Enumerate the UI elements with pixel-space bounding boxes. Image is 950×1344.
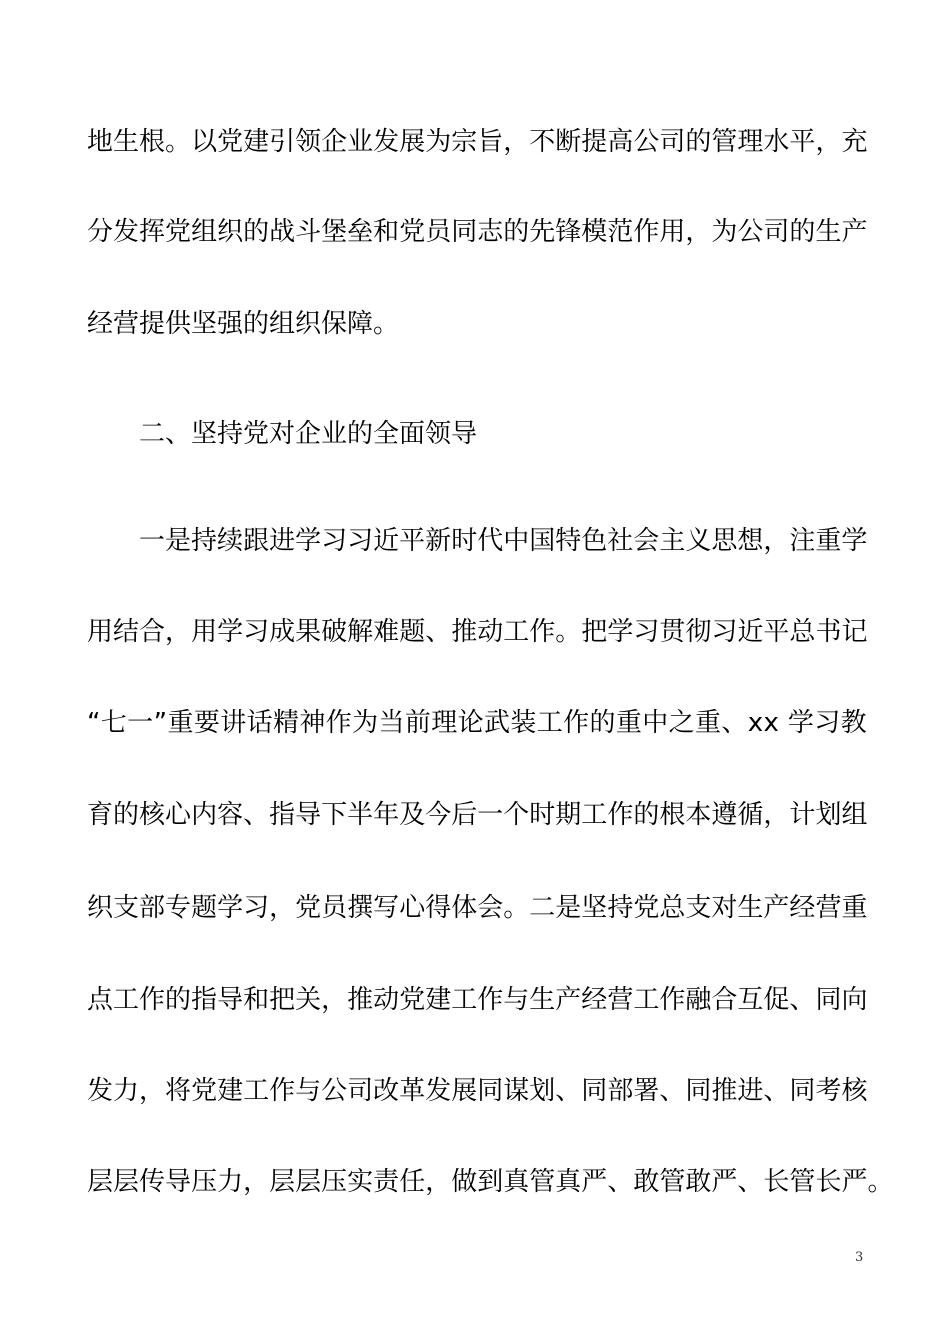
text-line: 织 支 部 专 题 学 习 ， 党 员 撰 写 心 得 体 会 。 二 是 坚 持 党 总 支 对 生 产 经 营 重 [87, 893, 868, 923]
text-line: 用 结 合 ， 用 学 习 成 果 破 解 难 题 、 推 动 工 作 。 把 学 习 贯 彻 习 近 平 总 书 记 [87, 617, 868, 647]
text-line: 经营提供坚强的组织保障。 [87, 309, 400, 339]
text-line: 分 发 挥 党 组 织 的 战 斗 堡 垒 和 党 员 同 志 的 先 锋 模 范 作 用 ， 为 公 司 的 生 产 [87, 217, 868, 247]
page-number: 3 [855, 1250, 864, 1265]
text-line: 育 的 核 心 内 容 、 指 导 下 半 年 及 今 后 一 个 时 期 工 作 的 根 本 遵 循 ， 计 划 组 [87, 800, 868, 830]
text-line: 地 生 根 。 以 党 建 引 领 企 业 发 展 为 宗 旨 ， 不 断 提 高 公 司 的 管 理 水 平 ， 充 [87, 127, 868, 157]
text-line: 点 工 作 的 指 导 和 把 关 ， 推 动 党 建 工 作 与 生 产 经 营 工 作 融 合 互 促 、 同 向 [87, 985, 868, 1015]
text-line: “ 七 一 ” 重 要 讲 话 精 神 作 为 当 前 理 论 武 装 工 作 的 重 中 之 重 、 x x 学 习 教 [87, 708, 867, 738]
text-line: 发 力 ， 将 党 建 工 作 与 公 司 改 革 发 展 同 谋 划 、 同 部 署 、 同 推 进 、 同 考 核 [87, 1076, 868, 1106]
section-heading: 二、坚持党对企业的全面领导 [139, 419, 478, 449]
text-line: 层 层 传 导 压 力 ， 层 层 压 实 责 任 ， 做 到 真 管 真 严 、 敢 管 敢 严 、 长 管 长 严 。 [87, 1167, 894, 1197]
text-line: 一 是 持 续 跟 进 学 习 习 近 平 新 时 代 中 国 特 色 社 会 主 义 思 想 ， 注 重 学 [139, 526, 868, 556]
